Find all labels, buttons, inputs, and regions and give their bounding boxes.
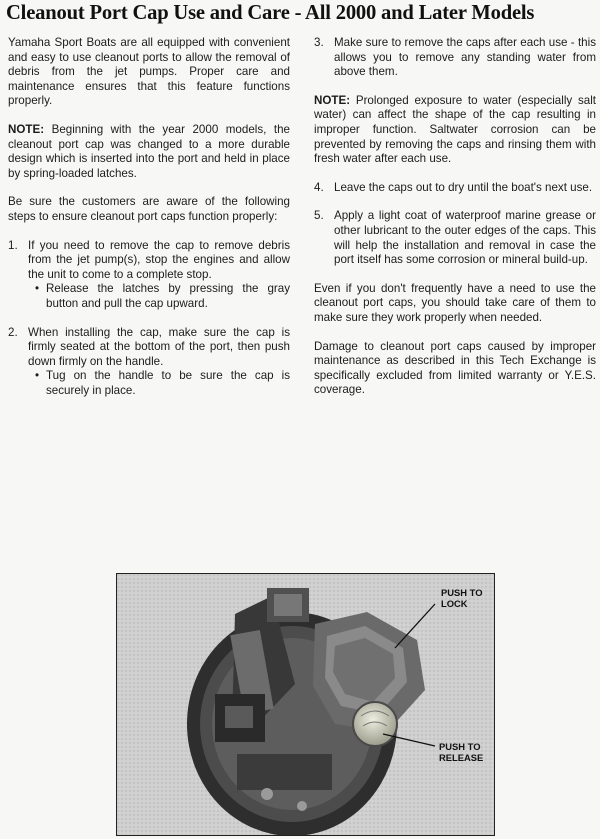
intro-paragraph: Yamaha Sport Boats are all equipped with convenient and easy to use cleanout ports to allow the removal of debris from the jet pumps. Proper care and maintenance ensures that this feature functions properly. [8,36,290,108]
step-1 [8,239,290,312]
step-text: If you need to remove the cap to remove debris from the jet pump(s), stop the engines and allow the unit to come to a complete stop. [28,238,290,281]
step-3 [314,36,596,80]
push-to-lock-label: PUSH TO LOCK [441,587,483,609]
step-4 [314,181,596,196]
left-column [8,36,290,412]
step-text: Leave the caps out to dry until the boat's next use. [334,180,593,194]
page-title: Cleanout Port Cap Use and Care - All 2000 and Later Models [6,2,535,24]
damage-paragraph: Damage to cleanout port caps caused by improper maintenance as described in this Tech Exchange is specifically excluded from limited warranty or Y.E.S. coverage. [314,339,596,397]
step-2 [8,326,290,399]
note-text: Prolonged exposure to water (especially salt water) can affect the shape of the cap resulting in improper function. Saltwater corrosion can be prevented by removing the caps and rinsing them with fresh water after each use. [314,93,596,166]
step-text: Apply a light coat of waterproof marine grease or other lubricant to the outer edges of the caps. This will help the installation and removal in case the port itself has some corrosion or mineral build-up. [334,209,596,267]
bullet-text: Tug on the handle to be sure the cap is securely in place. [46,369,290,397]
note-label: NOTE: [8,122,45,136]
aware-paragraph: Be sure the customers are aware of the following steps to ensure cleanout port caps function properly: [8,195,290,223]
right-column [314,36,596,412]
even-paragraph: Even if you don't frequently have a need to use the cleanout port caps, you should take care of them to make sure they work properly when needed. [314,281,596,324]
cap-illustration [117,574,494,835]
step-text: When installing the cap, make sure the cap is firmly seated at the bottom of the port, then push down firmly on the handle. [28,325,290,368]
step-1-bullet [28,282,290,311]
cleanout-cap-photo [116,573,495,836]
bullet-icon: • [34,369,40,383]
step-number: 2. [8,325,18,339]
bullet-text: Release the latches by pressing the gray button and pull the cap upward. [46,282,290,310]
bullet-icon: • [34,282,40,296]
step-text: Make sure to remove the caps after each use - this allows you to remove any standing water from above them. [334,36,596,79]
step-5 [314,209,596,267]
step-number: 1. [8,238,18,252]
note-paragraph-right [314,94,596,167]
step-number: 5. [314,209,324,223]
push-to-release-label: PUSH TO RELEASE [439,741,484,763]
step-2-bullet [28,369,290,398]
note-text: Beginning with the year 2000 models, the cleanout port cap was changed to a more durable design which is inserted into the port and held in place by spring-loaded latches. [8,122,290,180]
step-number: 4. [314,180,324,194]
step-number: 3. [314,36,324,49]
note-label: NOTE: [314,93,351,107]
note-paragraph-left [8,123,290,181]
